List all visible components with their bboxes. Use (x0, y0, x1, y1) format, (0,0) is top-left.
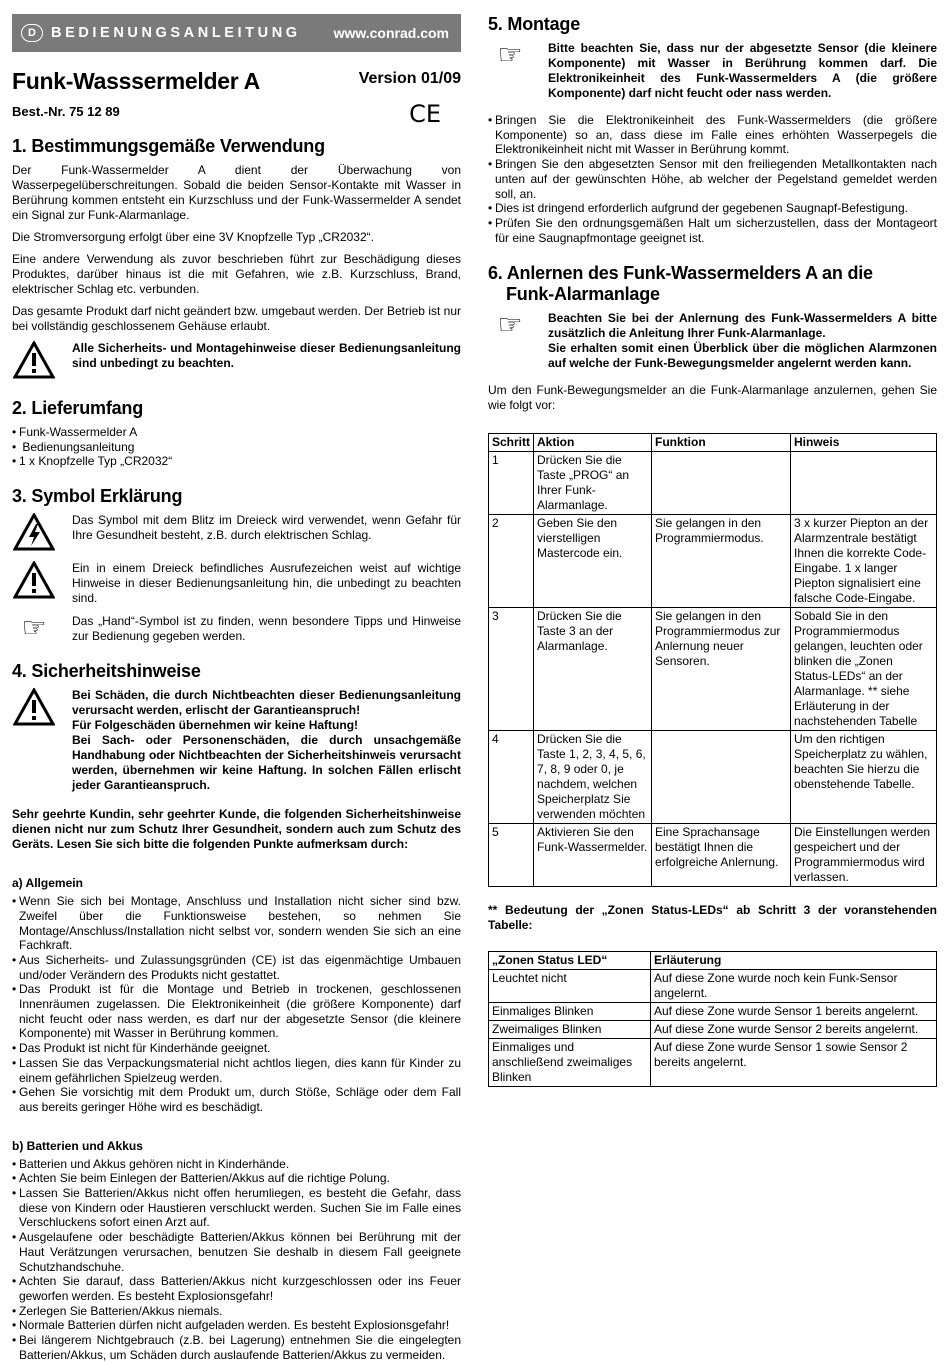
s1-paragraph-3: Eine andere Verwendung als zuvor beschrieben führt zur Beschädigung dieses Produktes, darüber hinaus ist die mit Gefahren, wie z.B. Kurzschluss, Brand, elektrischer Schlag etc. verbunden. (12, 252, 461, 296)
table-cell: 4 (489, 731, 534, 824)
list-item: • Das Produkt ist nicht für Kinderhände geeignet. (12, 1041, 461, 1056)
table-cell: Eine Sprachansage bestätigt Ihnen die erfolgreiche Anlernung. (652, 824, 791, 887)
list-item: • Achten Sie beim Einlegen der Batterien/Akkus auf die richtige Polung. (12, 1171, 461, 1186)
doc-title: Funk-Wasssermelder A (12, 68, 260, 94)
s5-list (488, 113, 937, 245)
list-item: • Bedienungsanleitung (12, 440, 461, 455)
table-header-cell: Aktion (534, 434, 652, 452)
s1-paragraph-2: Die Stromversorgung erfolgt über eine 3V Knopfzelle Typ „CR2032“. (12, 230, 374, 244)
table-cell (791, 452, 937, 515)
table-header-cell: Schritt (489, 434, 534, 452)
s4-warning-2: Für Folgeschäden übernehmen wir keine Haftung! (72, 718, 359, 733)
table-cell: Sobald Sie in den Programmiermodus gelangen, leuchten oder blinken die „Zonen Status-LEDs“ an der Alarmanlage. ** siehe Erläuterung in der nachstehenden Tabelle (791, 608, 937, 731)
table-row (489, 824, 937, 887)
table-cell (652, 731, 791, 824)
table-cell (652, 452, 791, 515)
header-url: www.conrad.com (333, 25, 449, 41)
s4b-heading: b) Batterien und Akkus (12, 1138, 143, 1153)
pointing-hand-icon: ☞ (21, 611, 47, 645)
s1-paragraph-1: Der Funk-Wassermelder A dient der Überwachung von Wasserpegelüberschreitungen. Sobald die beiden Sensor-Kontakte mit Wasser in Berührung kommen entsteht ein Kurzschluss und der Funk-Wassermelder A sendet ein Signal zur Funk-Alarmanlage. (12, 163, 461, 222)
table-cell: Drücken Sie die Taste 3 an der Alarmanlage. (534, 608, 652, 731)
section-5-heading: 5. Montage (488, 14, 581, 34)
table-cell: Einmaliges Blinken (489, 1003, 651, 1021)
table-cell: Auf diese Zone wurde Sensor 1 bereits angelernt. (651, 1003, 937, 1021)
table-cell: Drücken Sie die Taste „PROG“ an Ihrer Funk-Alarmanlage. (534, 452, 652, 515)
table-cell: Zweimaliges Blinken (489, 1021, 651, 1039)
section-4-heading: 4. Sicherheitshinweise (12, 661, 201, 682)
list-item: • Dies ist dringend erforderlich aufgrund der gegebenen Saugnapf-Befestigung. (488, 201, 937, 216)
s4-intro: Sehr geehrte Kundin, sehr geehrter Kunde, die folgenden Sicherheitshinweise dienen nicht nur zum Schutz Ihrer Gesundheit, sondern auch zum Schutz des Geräts. Lesen Sie sich bitte die folgenden Punkte aufmerksam durch: (12, 807, 461, 852)
table-row (489, 1021, 937, 1039)
pointing-hand-icon: ☞ (497, 38, 523, 71)
lightning-triangle-icon (12, 513, 56, 553)
table-header-cell: „Zonen Status LED“ (489, 952, 651, 970)
s3-symbol-exclamation (12, 561, 461, 606)
s6-heading-line-2: Funk-Alarmanlage (506, 284, 660, 305)
list-item: • Batterien und Akkus gehören nicht in Kinderhände. (12, 1157, 461, 1172)
table-cell: Geben Sie den vierstelligen Mastercode ein. (534, 515, 652, 608)
list-item: • Lassen Sie Batterien/Akkus nicht offen herumliegen, es besteht die Gefahr, dass diese von Kindern oder Haustieren verschluckt werden. Suchen Sie im Falle eines Verschluckens sofort einen Arzt auf. (12, 1186, 461, 1230)
doc-version: Version 01/09 (358, 70, 461, 87)
s4-warning-1: Bei Schäden, die durch Nichtbeachten dieser Bedienungsanleitung verursacht werden, erlischt der Garantieanspruch! (72, 688, 461, 718)
list-item: • Gehen Sie vorsichtig mit dem Produkt um, durch Stöße, Schläge oder dem Fall aus bereits geringer Höhe wird es beschädigt. (12, 1085, 461, 1114)
list-item: • Lassen Sie das Verpackungsmaterial nicht achtlos liegen, dies kann für Kinder zu einem gefährlichen Spielzeug werden. (12, 1056, 461, 1085)
country-badge: D (21, 24, 43, 42)
table-header-cell: Hinweis (791, 434, 937, 452)
table-cell: Sie gelangen in den Programmiermodus zur Anlernung neuer Sensoren. (652, 608, 791, 731)
warning-triangle-icon (12, 561, 56, 601)
table-cell: 5 (489, 824, 534, 887)
right-column (488, 14, 937, 1087)
list-item: • Funk-Wassermelder A (12, 425, 461, 440)
table-row (489, 515, 937, 608)
list-item: • Prüfen Sie den ordnungsgemäßen Halt um sicherzustellen, dass der Montageort für eine Saugnapfmontage geeignet ist. (488, 216, 937, 245)
led-note: ** Bedeutung der „Zonen Status-LEDs“ ab Schritt 3 der voranstehenden Tabelle: (488, 903, 937, 933)
list-item: • Aus Sicherheits- und Zulassungsgründen (CE) ist das eigenmächtige Umbauen und/oder Verändern des Produkts nicht gestattet. (12, 953, 461, 982)
s6-note (488, 308, 937, 371)
s6-note-2: Sie erhalten somit einen Überblick über die möglichen Alarmzonen auf welche der Funk-Bewegungsmelder angelernt werden kann. (548, 341, 937, 371)
table-row (489, 608, 937, 731)
header-bar (12, 14, 461, 52)
table-cell: 3 x kurzer Piepton an der Alarmzentrale bestätigt Ihnen die korrekte Code-Eingabe. 1 x langer Piepton signalisiert eine falsche Code-Eingabe. (791, 515, 937, 608)
table-cell: Auf diese Zone wurde Sensor 2 bereits angelernt. (651, 1021, 937, 1039)
table-header-cell: Erläuterung (651, 952, 937, 970)
s3-text-2: Ein in einem Dreieck befindliches Ausrufezeichen weist auf wichtige Hinweise in dieser Bedienungsanleitung hin, die unbedingt zu beachten sind. (72, 561, 461, 606)
s3-text-3: Das „Hand“-Symbol ist zu finden, wenn besondere Tipps und Hinweise zur Bedienung gegeben werden. (72, 614, 461, 644)
s5-note (488, 38, 937, 101)
table-cell: Drücken Sie die Taste 1, 2, 3, 4, 5, 6, 7, 8, 9 oder 0, je nachdem, welchen Speicherplatz Sie verwenden möchten (534, 731, 652, 824)
s4-warning (12, 688, 461, 793)
led-table (488, 951, 937, 1087)
section-2-heading: 2. Lieferumfang (12, 398, 144, 418)
steps-table (488, 433, 937, 887)
table-cell: Einmaliges und anschließend zweimaliges Blinken (489, 1039, 651, 1087)
table-cell: Sie gelangen in den Programmiermodus. (652, 515, 791, 608)
s4-warning-3: Bei Sach- oder Personenschäden, die durch unsachgemäße Handhabung oder Nichtbeachten der Sicherheitshinweis verursacht werden, übernehmen wir keine Haftung. In solchen Fällen erlischt jeder Garantieanspruch. (72, 733, 461, 793)
warning-triangle-icon (12, 341, 56, 381)
table-cell: 2 (489, 515, 534, 608)
table-cell: Auf diese Zone wurde noch kein Funk-Sensor angelernt. (651, 970, 937, 1003)
order-number: Best.-Nr. 75 12 89 (12, 104, 120, 119)
s6-note-text (548, 311, 937, 371)
left-column (12, 14, 461, 1363)
table-row (489, 1039, 937, 1087)
list-item: • Achten Sie darauf, dass Batterien/Akkus nicht kurzgeschlossen oder ins Feuer geworfen werden. Es besteht Explosionsgefahr! (12, 1274, 461, 1303)
s4a-heading: a) Allgemein (12, 876, 83, 891)
ce-mark: CE (409, 100, 441, 128)
table-cell: Leuchtet nicht (489, 970, 651, 1003)
table-header-row (489, 952, 937, 970)
list-item: • Wenn Sie sich bei Montage, Anschluss und Installation nicht sicher sind bzw. Zweifel über die Funktionsweise bestehen, so nehmen Sie Montage/Anschluss/Installation nicht selbst vor, sondern wenden Sie sich an eine Fachkraft. (12, 894, 461, 953)
s1-paragraph-4: Das gesamte Produkt darf nicht geändert bzw. umgebaut werden. Der Betrieb ist nur bei vollständig geschlossenem Gehäuse erlaubt. (12, 304, 461, 333)
list-item: • Ausgelaufene oder beschädigte Batterien/Akkus können bei Berührung mit der Haut Verätzungen verursachen, benutzen Sie deshalb in diesem Fall geeignete Schutzhandschuhe. (12, 1230, 461, 1274)
table-header-cell: Funktion (652, 434, 791, 452)
s4-warning-text (72, 688, 461, 793)
s3-symbol-lightning (12, 513, 461, 553)
s5-note-text: Bitte beachten Sie, dass nur der abgesetzte Sensor (die kleinere Komponente) mit Wasser in Berührung kommen darf. Die Elektronikeinheit des Funk-Wassermelders A (die größere Komponente) darf nicht feucht oder nass werden. (548, 41, 937, 100)
s6-note-1: Beachten Sie bei der Anlernung des Funk-Wassermelders A bitte zusätzlich die Anleitung Ihrer Funk-Alarmanlage. (548, 311, 937, 341)
table-row (489, 1003, 937, 1021)
section-3-heading: 3. Symbol Erklärung (12, 486, 183, 507)
s6-intro: Um den Funk-Bewegungsmelder an die Funk-Alarmanlage anzulernen, gehen Sie wie folgt vor: (488, 383, 937, 413)
table-cell: Aktivieren Sie den Funk-Wassermelder. (534, 824, 652, 887)
s3-text-1: Das Symbol mit dem Blitz im Dreieck wird verwendet, wenn Gefahr für Ihre Gesundheit besteht, z.B. durch elektrischen Schlag. (72, 513, 461, 543)
table-cell: Auf diese Zone wurde Sensor 1 sowie Sensor 2 bereits angelernt. (651, 1039, 937, 1087)
s1-warning-text: Alle Sicherheits- und Montagehinweise dieser Bedienungsanleitung sind unbedingt zu beachten. (72, 341, 461, 370)
section-1-heading: 1. Bestimmungsgemäße Verwendung (12, 136, 325, 156)
table-cell: 1 (489, 452, 534, 515)
s2-list (12, 425, 461, 469)
list-item: • Bei längerem Nichtgebrauch (z.B. bei Lagerung) entnehmen Sie die eingelegten Batterien/Akkus, um Schäden durch auslaufende Batterien/Akkus zu vermeiden. (12, 1333, 461, 1362)
s3-symbol-hand (12, 611, 461, 645)
s4a-list (12, 894, 461, 1115)
list-item: • Bringen Sie die Elektronikeinheit des Funk-Wassermelders (die größere Komponente) so an, dass diese im Falle eines erhöhten Wasserpegels die Elektronikeinheit nicht mit Wasser in Berührung kommt. (488, 113, 937, 157)
s1-warning (12, 341, 461, 381)
list-item: • Zerlegen Sie Batterien/Akkus niemals. (12, 1304, 461, 1319)
s4b-list (12, 1157, 461, 1363)
pointing-hand-icon: ☞ (497, 308, 523, 342)
list-item: • Das Produkt ist für die Montage und Betrieb in trockenen, geschlossenen Innenräumen zugelassen. Die Elektronikeinheit (die größere Komponente) darf nicht feucht oder nass werden, es darf nur der abgesetzte Sensor (die kleinere Komponente) mit Wasser in Berührung kommen. (12, 982, 461, 1041)
table-row (489, 970, 937, 1003)
table-row (489, 731, 937, 824)
list-item: • 1 x Knopfzelle Typ „CR2032“ (12, 454, 461, 469)
section-6-heading (488, 263, 937, 305)
warning-triangle-icon (12, 688, 56, 728)
table-cell: Um den richtigen Speicherplatz zu wählen, beachten Sie hierzu die obenstehende Tabelle. (791, 731, 937, 824)
table-cell: Die Einstellungen werden gespeichert und der Programmiermodus wird verlassen. (791, 824, 937, 887)
list-item: • Bringen Sie den abgesetzten Sensor mit den freiliegenden Metallkontakten nach unten auf der gewünschten Höhe, ab welcher der Pegelstand gemeldet werden soll, an. (488, 157, 937, 201)
table-cell: 3 (489, 608, 534, 731)
header-title: BEDIENUNGSANLEITUNG (51, 25, 301, 41)
table-header-row (489, 434, 937, 452)
s6-heading-line-1: 6. Anlernen des Funk-Wassermelders A an die (488, 263, 873, 284)
list-item: • Normale Batterien dürfen nicht aufgeladen werden. Es besteht Explosionsgefahr! (12, 1318, 461, 1333)
table-row (489, 452, 937, 515)
